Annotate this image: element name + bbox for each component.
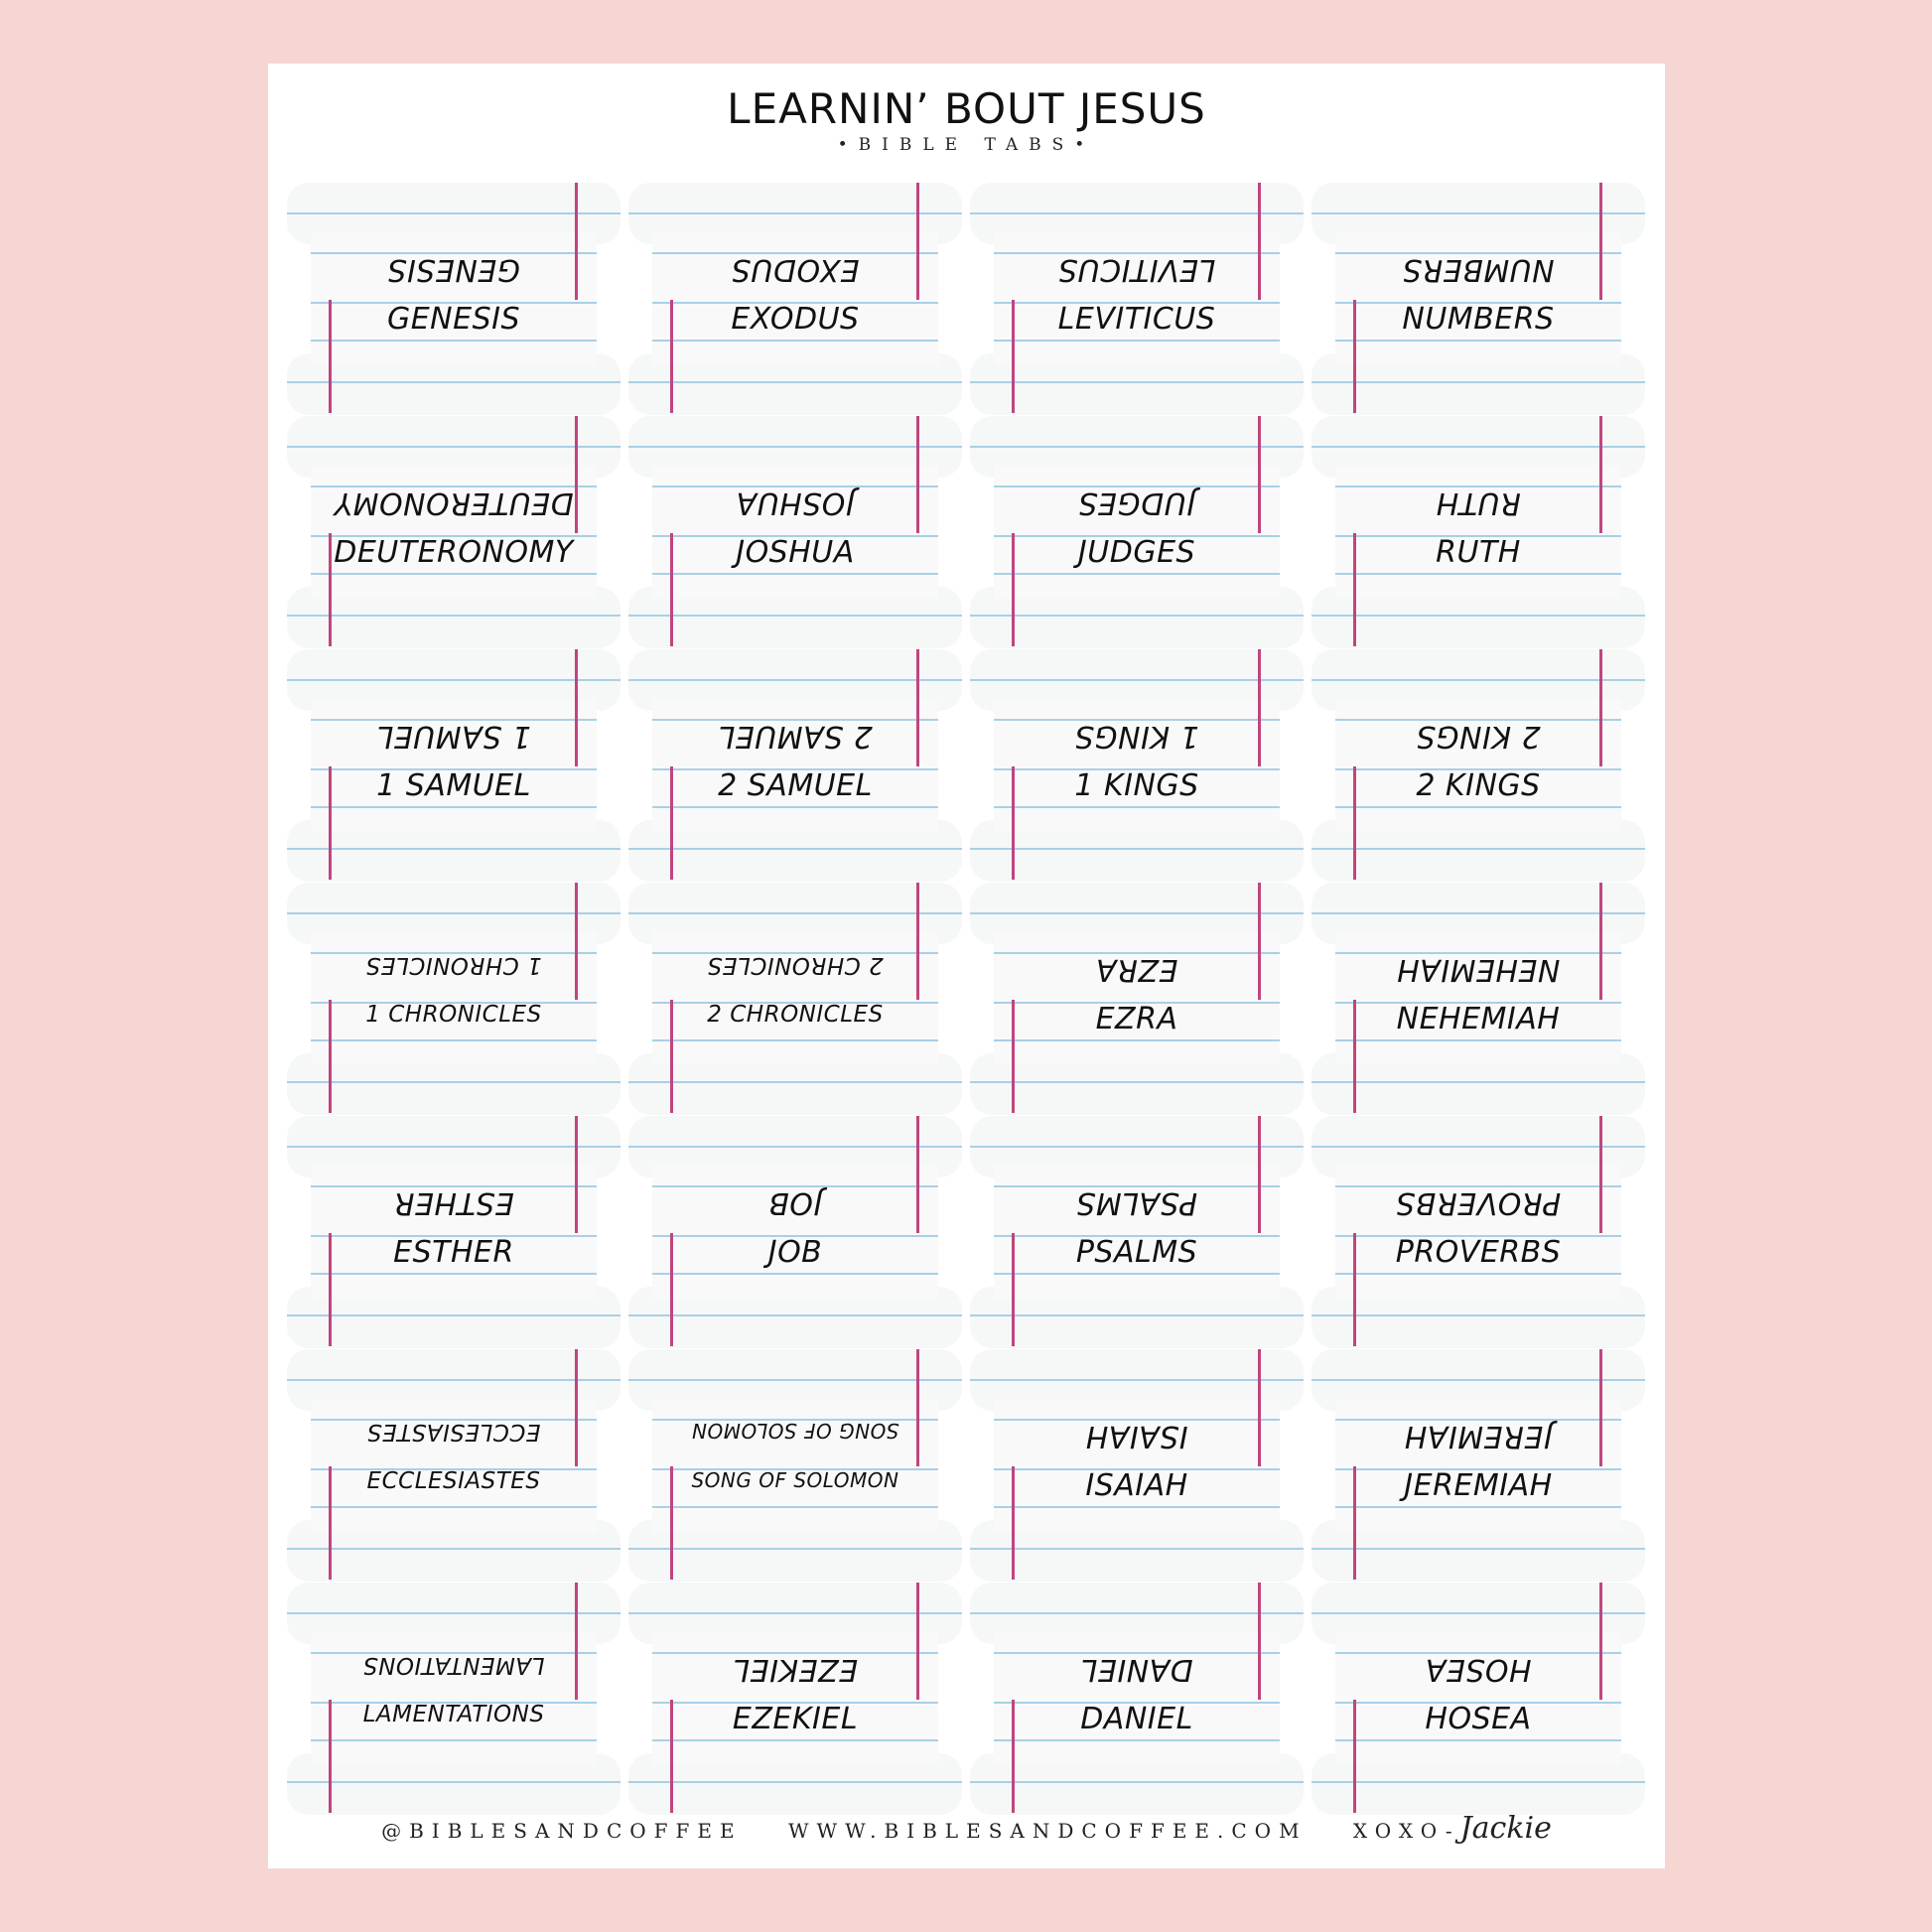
tab-label-flipped: 2 SAMUEL (718, 719, 873, 754)
bible-tab (628, 649, 962, 882)
bible-tab (628, 416, 962, 648)
ruled-line (970, 381, 1304, 383)
tab-label: DANIEL (1080, 1702, 1193, 1736)
ruled-line (652, 1739, 938, 1741)
ruled-line (970, 1612, 1304, 1614)
tab-label: 2 KINGS (1416, 768, 1541, 803)
ruled-line (970, 212, 1304, 214)
bible-tab (970, 416, 1304, 648)
ruled-line (970, 1081, 1304, 1083)
ruled-line (287, 1781, 621, 1783)
tab-label: ECCLESIASTES (366, 1468, 541, 1494)
ruled-line (287, 615, 621, 617)
ruled-line (287, 1314, 621, 1316)
bible-tab (1311, 883, 1645, 1115)
ruled-line (970, 615, 1304, 617)
tab-label-flipped: EZEKIEL (732, 1652, 859, 1687)
tab-label: JUDGES (1077, 535, 1196, 570)
tab-label-flipped: DANIEL (1080, 1652, 1193, 1687)
bible-tab (287, 416, 621, 648)
ruled-line (628, 1781, 962, 1783)
ruled-line (628, 1379, 962, 1381)
margin-line-top (575, 883, 578, 1000)
ruled-line (652, 1273, 938, 1275)
tab-label-flipped: PSALMS (1075, 1185, 1198, 1220)
ruled-line (287, 446, 621, 448)
signoff: XOXO-Jackie (1352, 1811, 1552, 1846)
tab-label: JOB (767, 1235, 823, 1270)
ruled-line (652, 1039, 938, 1041)
ruled-line (970, 1379, 1304, 1381)
bible-tab (628, 1116, 962, 1348)
tab-label-flipped: ESTHER (393, 1185, 514, 1220)
ruled-line (970, 1146, 1304, 1148)
sticker-sheet (268, 64, 1665, 1868)
tab-label-flipped: DEUTERONOMY (334, 485, 574, 520)
tab-label-flipped: NUMBERS (1402, 252, 1555, 287)
ruled-line (1311, 848, 1645, 850)
ruled-line (1311, 1612, 1645, 1614)
ruled-line (994, 573, 1280, 575)
tab-label: NUMBERS (1402, 302, 1555, 337)
ruled-line (970, 1781, 1304, 1783)
tab-label: 2 SAMUEL (718, 768, 873, 803)
tab-label: EZRA (1095, 1002, 1178, 1036)
ruled-line (970, 679, 1304, 681)
bible-tab (1311, 1583, 1645, 1815)
ruled-line (287, 679, 621, 681)
ruled-line (287, 381, 621, 383)
ruled-line (652, 806, 938, 808)
ruled-line (994, 1506, 1280, 1508)
sheet-footer (268, 1811, 1665, 1846)
ruled-line (994, 1039, 1280, 1041)
ruled-line (628, 446, 962, 448)
ruled-line (1311, 446, 1645, 448)
ruled-line (652, 573, 938, 575)
bible-tab (628, 183, 962, 415)
bible-tab (287, 1116, 621, 1348)
ruled-line (970, 912, 1304, 914)
tab-label: NEHEMIAH (1396, 1002, 1561, 1036)
ruled-line (628, 848, 962, 850)
margin-line-top (575, 1583, 578, 1700)
tab-label-flipped: JUDGES (1077, 485, 1196, 520)
tab-label: GENESIS (386, 302, 521, 337)
ruled-line (1311, 615, 1645, 617)
ruled-line (311, 340, 597, 342)
bible-tab (287, 883, 621, 1115)
tab-label: 1 KINGS (1074, 768, 1199, 803)
ruled-line (628, 1081, 962, 1083)
ruled-line (970, 446, 1304, 448)
ruled-line (628, 381, 962, 383)
tab-label-flipped: JEREMIAH (1404, 1419, 1553, 1453)
bible-tab (287, 649, 621, 882)
tab-label-flipped: 1 KINGS (1074, 719, 1199, 754)
tab-label: EZEKIEL (732, 1702, 859, 1736)
ruled-line (287, 1548, 621, 1550)
ruled-line (970, 1314, 1304, 1316)
ruled-line (287, 848, 621, 850)
bible-tab (628, 1349, 962, 1582)
ruled-line (628, 1314, 962, 1316)
ruled-line (652, 1506, 938, 1508)
bible-tab (628, 883, 962, 1115)
tab-label-flipped: ISAIAH (1085, 1419, 1188, 1453)
tab-label-flipped: JOB (767, 1185, 823, 1220)
ruled-line (994, 340, 1280, 342)
tab-label-flipped: RUTH (1436, 485, 1521, 520)
tab-label: 2 CHRONICLES (707, 1002, 884, 1028)
tab-label-flipped: HOSEA (1425, 1652, 1532, 1687)
ruled-line (1311, 912, 1645, 914)
bible-tab (1311, 649, 1645, 882)
bible-tab (970, 1583, 1304, 1815)
tab-label: ESTHER (393, 1235, 514, 1270)
tab-label: 1 CHRONICLES (365, 1002, 542, 1028)
bible-tab (287, 1349, 621, 1582)
tab-label-flipped: NEHEMIAH (1396, 952, 1561, 987)
ruled-line (311, 573, 597, 575)
bible-tab (1311, 1116, 1645, 1348)
bible-tab (1311, 416, 1645, 648)
ruled-line (287, 912, 621, 914)
ruled-line (652, 340, 938, 342)
ruled-line (1335, 340, 1621, 342)
signature: Jackie (1459, 1811, 1552, 1846)
margin-line-top (916, 1349, 919, 1466)
ruled-line (628, 212, 962, 214)
tab-label-flipped: LEVITICUS (1057, 252, 1216, 287)
tab-label: JOSHUA (736, 535, 855, 570)
ruled-line (287, 1379, 621, 1381)
tab-label-flipped: 2 KINGS (1416, 719, 1541, 754)
ruled-line (994, 1739, 1280, 1741)
ruled-line (1311, 212, 1645, 214)
tab-label-flipped: 2 CHRONICLES (707, 952, 884, 978)
tab-label: EXODUS (731, 302, 860, 337)
sheet-title: LEARNIN’ BOUT JESUS (727, 84, 1206, 133)
bible-tab (970, 1349, 1304, 1582)
bible-tab (287, 1583, 621, 1815)
bible-tab (1311, 1349, 1645, 1582)
bible-tab (970, 183, 1304, 415)
ruled-line (287, 1612, 621, 1614)
tab-label: DEUTERONOMY (334, 535, 574, 570)
tab-label-flipped: JOSHUA (736, 485, 855, 520)
bible-tab (970, 1116, 1304, 1348)
ruled-line (628, 1146, 962, 1148)
ruled-line (628, 1612, 962, 1614)
ruled-line (311, 1039, 597, 1041)
ruled-line (628, 679, 962, 681)
ruled-line (287, 212, 621, 214)
tab-label: SONG OF SOLOMON (691, 1468, 899, 1492)
tab-label: JEREMIAH (1404, 1468, 1553, 1503)
tab-label-flipped: GENESIS (386, 252, 521, 287)
ruled-line (1335, 1273, 1621, 1275)
website-url: WWW.BIBLESANDCOFFEE.COM (787, 1819, 1308, 1843)
tab-label-flipped: EXODUS (731, 252, 860, 287)
bible-tab (628, 1583, 962, 1815)
sheet-header (268, 85, 1665, 155)
ruled-line (287, 1146, 621, 1148)
bible-tab (1311, 183, 1645, 415)
ruled-line (311, 1273, 597, 1275)
ruled-line (970, 1548, 1304, 1550)
tab-label-flipped: SONG OF SOLOMON (691, 1419, 899, 1443)
ruled-line (311, 1506, 597, 1508)
tab-label: HOSEA (1425, 1702, 1532, 1736)
tab-label-flipped: PROVERBS (1395, 1185, 1562, 1220)
tab-label: LAMENTATIONS (362, 1702, 545, 1727)
sheet-subtitle: •BIBLE TABS• (837, 135, 1096, 155)
tab-label: ISAIAH (1085, 1468, 1188, 1503)
ruled-line (311, 1739, 597, 1741)
ruled-line (1335, 573, 1621, 575)
ruled-line (628, 615, 962, 617)
ruled-line (311, 806, 597, 808)
tab-label-flipped: LAMENTATIONS (362, 1652, 545, 1678)
ruled-line (1311, 381, 1645, 383)
ruled-line (1311, 1379, 1645, 1381)
bible-tab (970, 649, 1304, 882)
tab-label: LEVITICUS (1057, 302, 1216, 337)
tab-label: PSALMS (1075, 1235, 1198, 1270)
ruled-line (1311, 1314, 1645, 1316)
ruled-line (1311, 1081, 1645, 1083)
ruled-line (1335, 1506, 1621, 1508)
bible-tab (970, 883, 1304, 1115)
ruled-line (287, 1081, 621, 1083)
ruled-line (1335, 1039, 1621, 1041)
social-handle: @BIBLESANDCOFFEE (381, 1819, 743, 1843)
tab-label: PROVERBS (1395, 1235, 1562, 1270)
tab-label: RUTH (1436, 535, 1521, 570)
tab-label-flipped: 1 SAMUEL (376, 719, 531, 754)
ruled-line (628, 1548, 962, 1550)
tab-label-flipped: EZRA (1095, 952, 1178, 987)
bible-tab (287, 183, 621, 415)
margin-line-top (575, 1349, 578, 1466)
ruled-line (994, 806, 1280, 808)
tab-label-flipped: 1 CHRONICLES (365, 952, 542, 978)
ruled-line (1311, 1146, 1645, 1148)
ruled-line (1311, 1548, 1645, 1550)
tab-label: 1 SAMUEL (376, 768, 531, 803)
ruled-line (970, 848, 1304, 850)
ruled-line (994, 1273, 1280, 1275)
tab-label-flipped: ECCLESIASTES (366, 1419, 541, 1445)
ruled-line (1311, 1781, 1645, 1783)
ruled-line (1311, 679, 1645, 681)
ruled-line (628, 912, 962, 914)
margin-line-top (916, 883, 919, 1000)
ruled-line (1335, 1739, 1621, 1741)
ruled-line (1335, 806, 1621, 808)
